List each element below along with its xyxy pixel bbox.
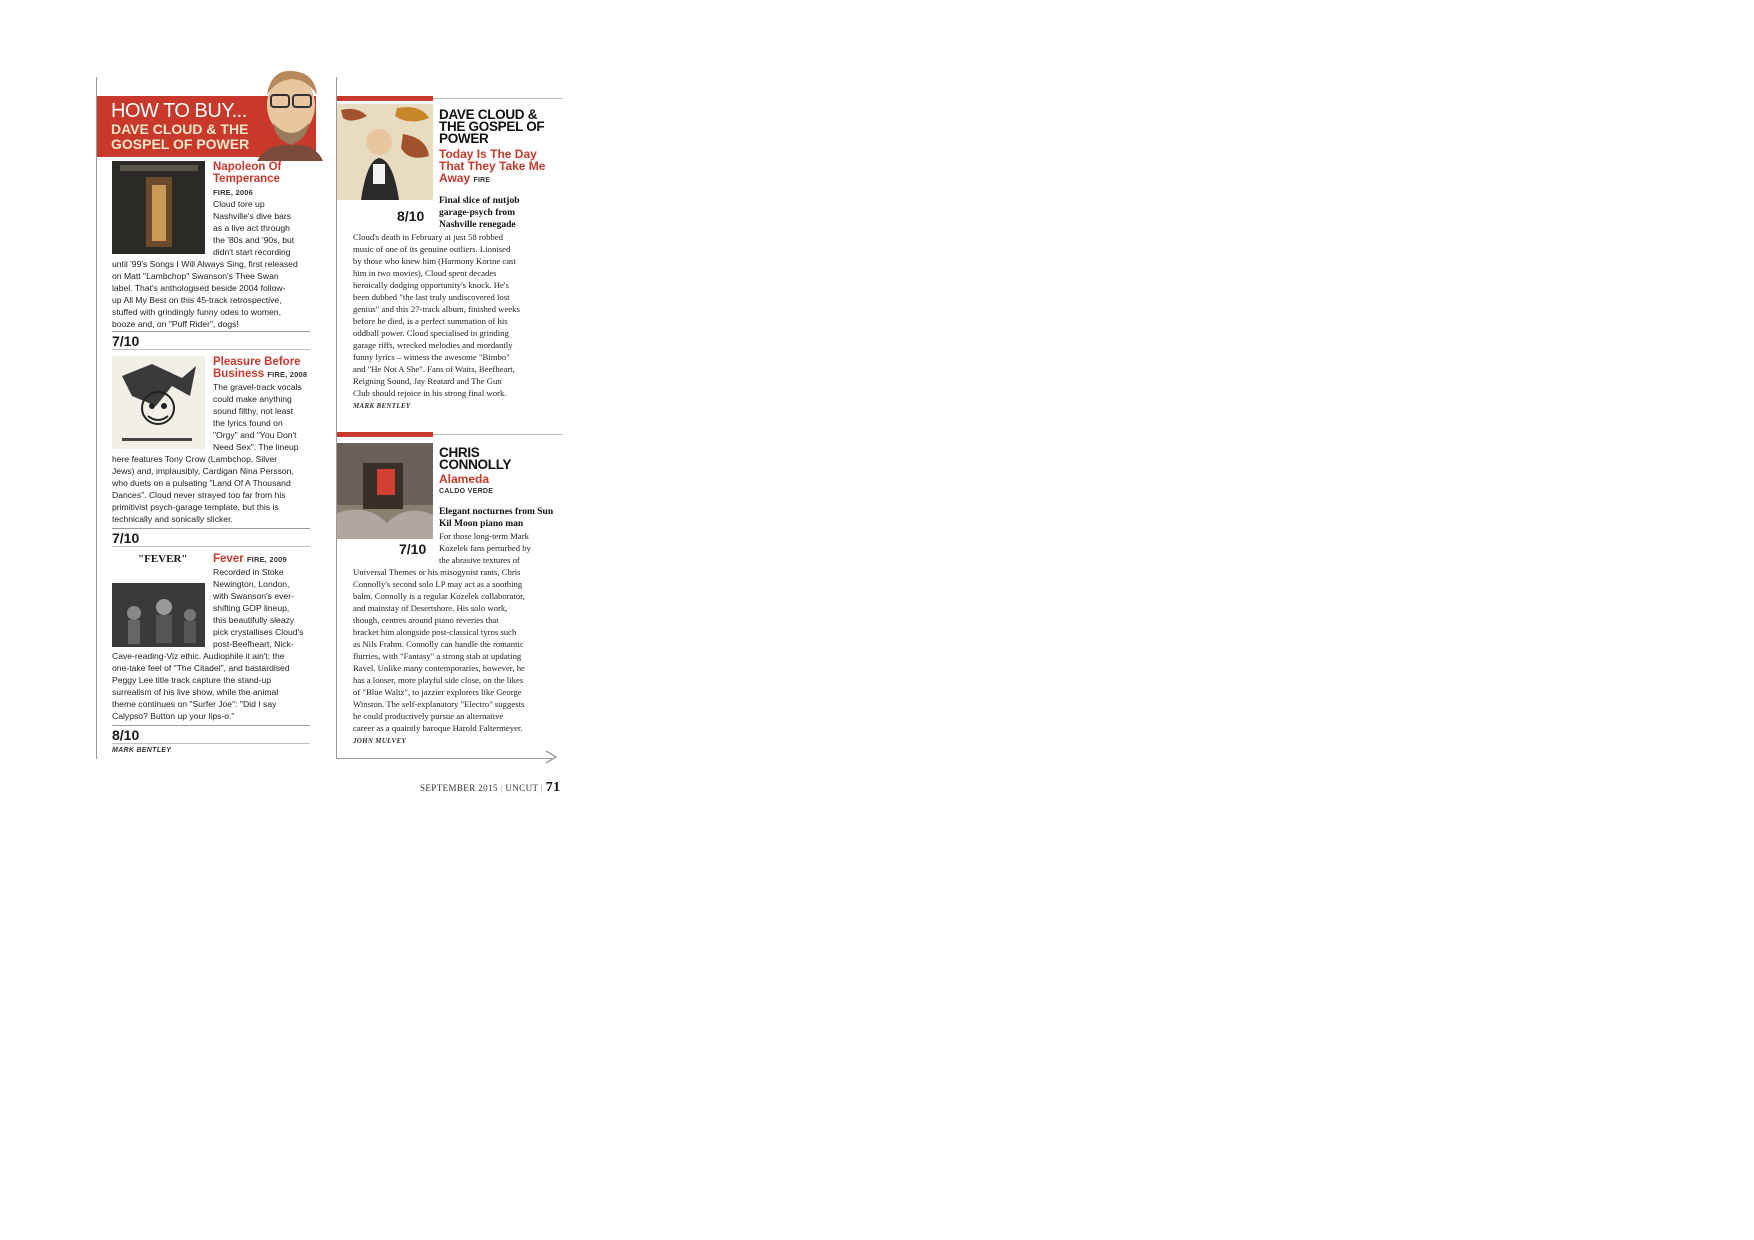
review-rating: 8/10 (397, 208, 425, 224)
entry-text-wrap: The gravel-track vocals could make anything sound filthy, not least the lyrics found on "Orgy" and "You Don't Need Sex". The lineup (213, 382, 302, 452)
album-cover-caption: "FEVER" (138, 553, 188, 565)
album-cover-image (112, 161, 205, 254)
review-subhead: Final slice of nutjob garage-psych from Nashville renegade (439, 196, 520, 230)
folio-date: SEPTEMBER 2015 (420, 783, 498, 793)
review-album: Alameda (439, 472, 490, 486)
entry-text-full: until '99's Songs I Will Always Sing, first released on Matt "Lambchop" Swanson's Thee Swan label. That's anthologised beside 2004 follow- up All My Best on this 45-track retrospective, stuffed with grindingly funny odes to women, booze and, on "Puff Rider", dogs! (112, 259, 298, 329)
continue-arrow-icon (544, 750, 558, 764)
how-to-buy-column (96, 77, 315, 759)
review-byline: JOHN MULVEY (353, 737, 407, 745)
album-cover-image (337, 104, 433, 200)
entry-rating: 7/10 (112, 333, 140, 349)
entry-text-wrap: Recorded in Stoke Newington, London, with Swanson's ever- shifting GOP lineup, this beautifully sleazy pick crystallises Cloud's post-Beefheart, Nick- (213, 567, 304, 649)
entry-title: Napoleon Of Temperance (213, 161, 282, 185)
review-top-rule (433, 98, 563, 99)
reviews-column (336, 77, 563, 759)
entry-title: Fever FIRE, 2009 (213, 553, 287, 565)
column-bottom-rule (337, 758, 552, 759)
review-body: Universal Themes or his misogynist rants, Chris Connolly's second solo LP may act as a soothing balm. Connolly is a regular Kozelek collaborator, and mainstay of Desertshore. His solo work, though, centres around piano reveries that bracket him alongside post-classical tyros such as Nils Frahm. Connolly can handle the romantic flurries, with "Fantasy" a strong stab at updating Ravel. Unlike many contemporaries, however, he has a looser, more playful side close, on the likes of "Blue Waltz", to jazzier explorers like George Winston. The self-explanatory "Electro" suggests he could productively pursue an alternative career as a quaintly baroque Harold Faltermeyer. (353, 567, 525, 733)
review-label: FIRE (473, 177, 491, 184)
review-body: Cloud's death in February at just 58 robbed music of one of its genuine outliers. Lionised by those who knew him (Harmony Korine cast him in two movies), Cloud spent decades heroically dodging opportunity's knock. He's been dubbed "the last truly undiscovered lost genius" and this 27-track album, finished weeks before he died, is a perfect summation of his oddball power. Cloud specialised in grinding garage riffs, wrecked melodies and mordantly funny lyrics – witness the awesome "Bimbo" and "He Not A She". Fans of Waits, Beefheart, Reigning Sound, Jay Reatard and The Gun Club should rejoice in his strong final work. (353, 232, 520, 398)
entry-pleasure-before-business (112, 356, 312, 526)
review-body-wrap: For those long-term Mark Kozelek fans perturbed by the abrasive textures of (439, 531, 531, 565)
entry-divider (112, 331, 310, 332)
review-label: CALDO VERDE (439, 488, 494, 495)
artist-portrait-image (257, 65, 323, 161)
entry-rating: 7/10 (112, 530, 140, 546)
folio-magazine: UNCUT (505, 783, 539, 793)
entry-divider (112, 743, 310, 744)
entry-divider (112, 725, 310, 726)
review-album: Today Is The Day That They Take Me Away FIRE (439, 147, 546, 185)
how-to-buy-byline: MARK BENTLEY (112, 747, 172, 754)
review-rating: 7/10 (399, 541, 427, 557)
folio-page-number: 71 (545, 780, 561, 795)
entry-divider (112, 528, 310, 529)
review-artist: CHRIS CONNOLLY (439, 445, 512, 472)
entry-fever (112, 553, 312, 723)
entry-text-full: here features Tony Crow (Lambchop, Silver Jews) and, implausibly, Cardigan Nina Persson, who duets on a pulsating "Land Of A Thousand Dances". Cloud never strayed too far from his primitivist psych-garage template, but this is technically and sonically slicker. (112, 454, 294, 524)
review-accent-bar (337, 96, 433, 101)
entry-divider (112, 546, 310, 547)
review-artist: DAVE CLOUD & THE GOSPEL OF POWER (439, 107, 545, 146)
review-top-rule (433, 434, 563, 435)
page-folio: SEPTEMBER 2015 | UNCUT | 71 (420, 780, 561, 795)
how-to-buy-subtitle: DAVE CLOUD & THE GOSPEL OF POWER (111, 121, 250, 152)
review-byline: MARK BENTLEY (353, 402, 411, 410)
entry-title: Pleasure Before Business FIRE, 2008 (213, 356, 308, 380)
entry-divider (112, 349, 310, 350)
how-to-buy-title: HOW TO BUY... (111, 100, 247, 122)
entry-text-wrap: Cloud tore up Nashville's dive bars as a live act through the '80s and '90s, but didn't start recording (213, 199, 295, 257)
album-cover-image (112, 583, 205, 647)
review-accent-bar (337, 432, 433, 437)
album-cover-image (112, 356, 205, 449)
entry-napoleon-of-temperance (112, 161, 312, 329)
entry-meta: FIRE, 2006 (213, 188, 253, 197)
album-cover-image (337, 443, 433, 539)
entry-rating: 8/10 (112, 727, 140, 743)
review-subhead: Elegant nocturnes from Sun Kil Moon piano man (439, 507, 554, 529)
entry-text-full: Cave-reading-Viz ethic. Audiophile it ain't; the one-take feel of "The Citadel", and bastardised Peggy Lee title track capture the stand-up surrealism of his live show, while the animal theme continues on "Surfer Joe": "Did I say Calypso? Button up your lips-o." (112, 651, 290, 721)
